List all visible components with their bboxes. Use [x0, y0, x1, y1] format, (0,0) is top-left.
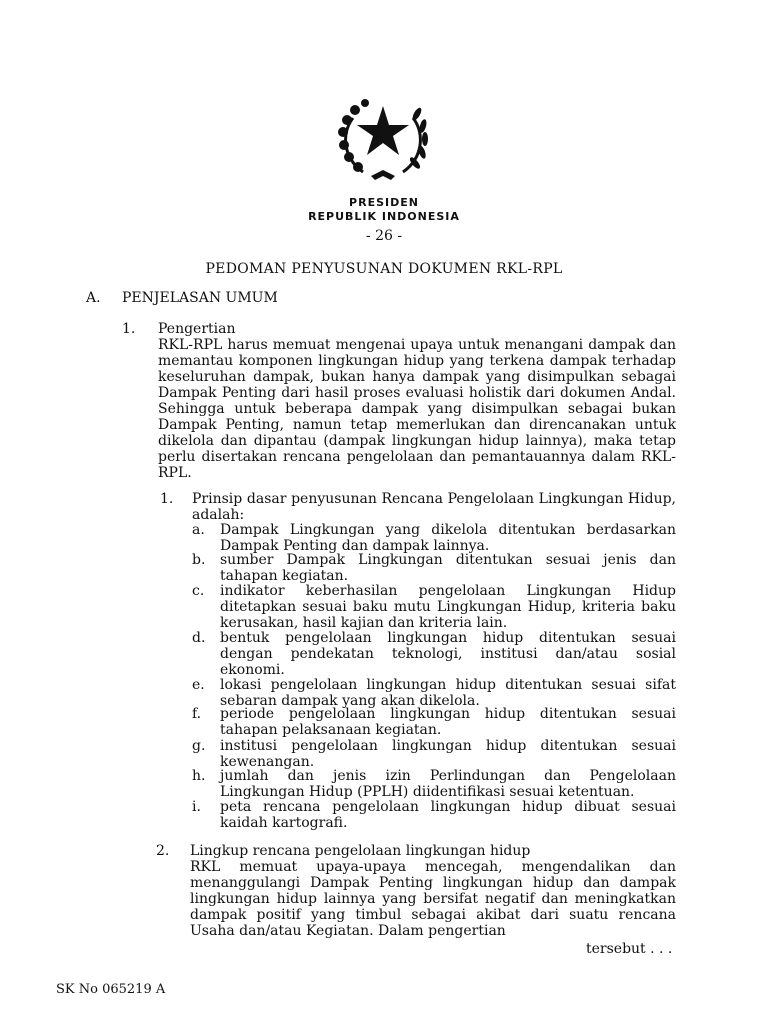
- list-item-text: indikator keberhasilan pengelolaan Lingkungan Hidup ditetapkan sesuai baku mutu Lingkungan Hidup, kriteria baku kerusakan, hasil kajian dan kriteria lain.: [220, 583, 676, 631]
- garuda-star-emblem: [333, 88, 433, 186]
- sub1-number: 1.: [160, 491, 174, 507]
- item1-number: 1.: [122, 321, 136, 337]
- list-item-text: lokasi pengelolaan lingkungan hidup ditentukan sesuai sifat sebaran dampak yang akan dikelola.: [220, 677, 676, 709]
- list-item-label: a.: [192, 522, 205, 538]
- page-number: - 26 -: [365, 228, 403, 244]
- section-title: PENJELASAN UMUM: [122, 290, 278, 306]
- document-title: PEDOMAN PENYUSUNAN DOKUMEN RKL-RPL: [205, 261, 563, 277]
- list-item-label: b.: [192, 552, 206, 568]
- continued-text: tersebut . . .: [586, 941, 673, 957]
- item1-paragraph: RKL-RPL harus memuat mengenai upaya untuk menangani dampak dan memantau komponen lingkungan hidup yang terkena dampak terhadap keseluruhan dampak, bukan hanya dampak yang disimpulkan sebagai Dampak Penting dari hasil proses evaluasi holistik dari dokumen Andal. Sehingga untuk beberapa dampak yang disimpulkan sebagai bukan Dampak Penting, namun tetap memerlukan dan direncanakan untuk dikelola dan dipantau (dampak lingkungan hidup lainnya), maka tetap perlu disertakan rencana pengelolaan dan pemantauannya dalam RKL-RPL.: [158, 337, 676, 481]
- section-label: A.: [86, 290, 101, 306]
- list-item-text: institusi pengelolaan lingkungan hidup ditentukan sesuai kewenangan.: [220, 738, 676, 770]
- list-item-text: Dampak Lingkungan yang dikelola ditentukan berdasarkan Dampak Penting dan dampak lainnya.: [220, 522, 676, 554]
- list-item-label: d.: [192, 630, 206, 646]
- document-footer-code: SK No 065219 A: [56, 982, 166, 997]
- list-item-text: bentuk pengelolaan lingkungan hidup ditentukan sesuai dengan pendekatan teknologi, institusi dan/atau sosial ekonomi.: [220, 630, 676, 678]
- header-president: PRESIDEN: [349, 196, 419, 209]
- list-item-label: c.: [192, 583, 205, 599]
- sub1-text: Prinsip dasar penyusunan Rencana Pengelolaan Lingkungan Hidup, adalah:: [192, 491, 676, 523]
- list-item-label: i.: [192, 799, 201, 815]
- header-republic: REPUBLIK INDONESIA: [308, 210, 460, 223]
- list-item-text: peta rencana pengelolaan lingkungan hidup dibuat sesuai kaidah kartografi.: [220, 799, 676, 831]
- sub2-heading: Lingkup rencana pengelolaan lingkungan hidup: [190, 843, 531, 859]
- sub2-paragraph: RKL memuat upaya-upaya mencegah, mengendalikan dan menanggulangi Dampak Penting lingkungan hidup dan dampak lingkungan hidup lainnya yang bersifat negatif dan meningkatkan dampak positif yang timbul sebagai akibat dari suatu rencana Usaha dan/atau Kegiatan. Dalam pengertian: [190, 859, 676, 939]
- list-item-text: sumber Dampak Lingkungan ditentukan sesuai jenis dan tahapan kegiatan.: [220, 552, 676, 584]
- list-item-label: g.: [192, 738, 206, 754]
- item1-heading: Pengertian: [158, 321, 236, 337]
- list-item-text: periode pengelolaan lingkungan hidup ditentukan sesuai tahapan pelaksanaan kegiatan.: [220, 706, 676, 738]
- sub2-number: 2.: [156, 843, 170, 859]
- list-item-label: f.: [192, 706, 202, 722]
- list-item-label: h.: [192, 768, 206, 784]
- list-item-text: jumlah dan jenis izin Perlindungan dan Pengelolaan Lingkungan Hidup (PPLH) diidentifikasi sesuai ketentuan.: [220, 768, 676, 800]
- list-item-label: e.: [192, 677, 205, 693]
